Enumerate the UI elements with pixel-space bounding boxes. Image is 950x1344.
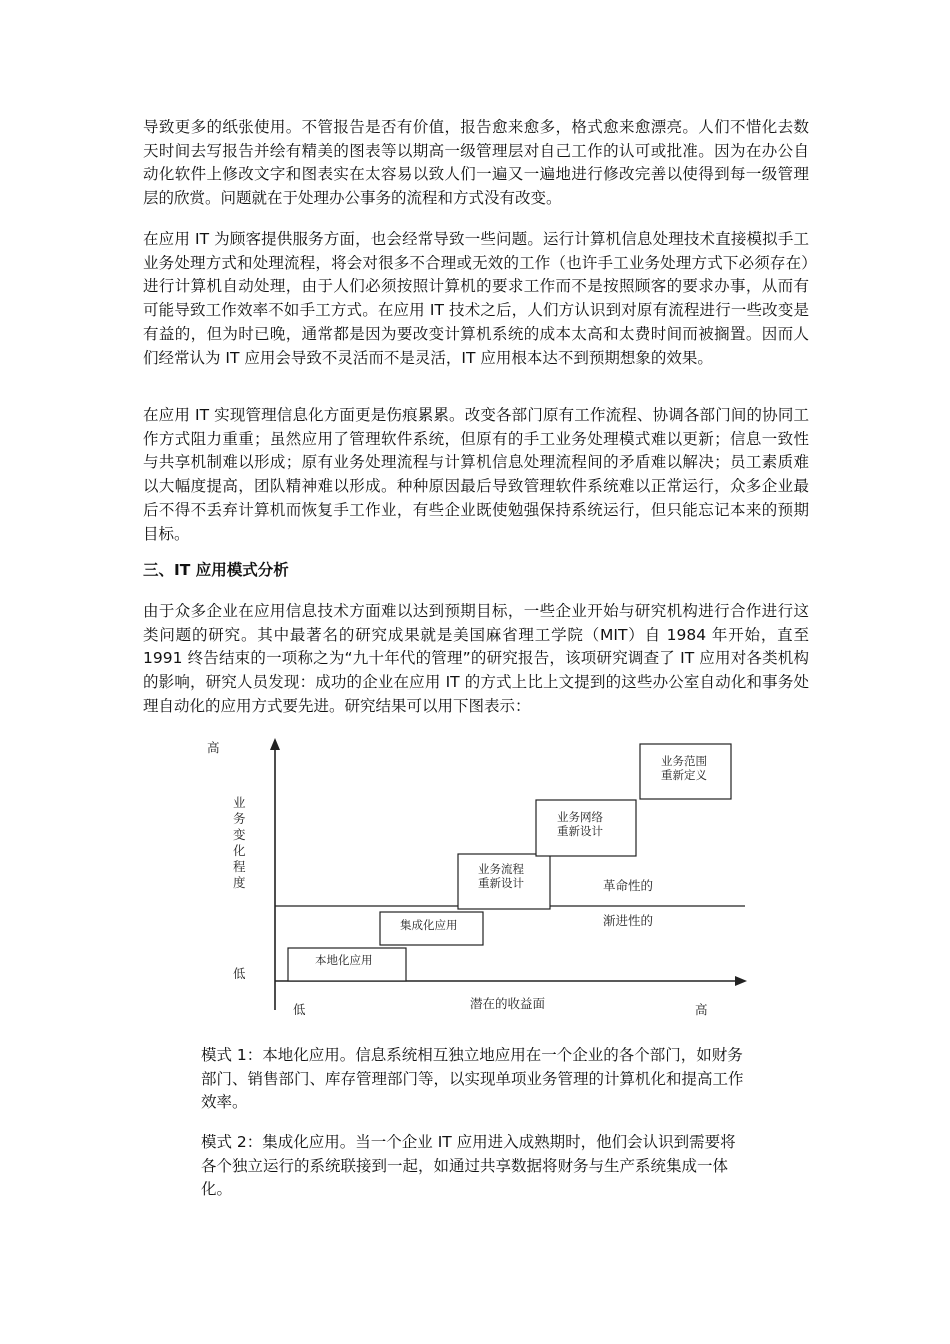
paragraph-4: 由于众多企业在应用信息技术方面难以达到预期目标，一些企业开始与研究机构进行合作进行这类问题的研究。其中最著名的研究成果就是美国麻省理工学院（MIT）自 1984 年开始，直至 1991 终告结束的一项称之为“九十年代的管理”的研究报告，该项研究调查了 IT 应用对各类机构的影响，研究人员发现：成功的企业在应用 IT 的方式上比上文提到的这些办公室自动化和事务处理自动化的应用方式要先进。研究结果可以用下图表示： bbox=[143, 602, 809, 715]
stage-label-scope-redefinition-2: 重新定义 bbox=[661, 768, 707, 782]
stage-label-scope-redefinition-1: 业务范围 bbox=[661, 754, 707, 768]
y-axis-label-3: 变 bbox=[233, 827, 246, 842]
section-heading: 三、IT 应用模式分析 bbox=[143, 561, 289, 579]
y-axis-label-6: 度 bbox=[233, 875, 246, 890]
y-axis-arrow-icon bbox=[270, 738, 280, 750]
mode-1-description: 模式 1：本地化应用。信息系统相互独立地应用在一个企业的各个部门，如财务部门、销售部门、库存管理部门等，以实现单项业务管理的计算机化和提高工作效率。 bbox=[201, 1046, 744, 1112]
y-axis-label-5: 程 bbox=[233, 859, 246, 874]
y-axis-label-1: 业 bbox=[233, 795, 246, 810]
y-axis-label-4: 化 bbox=[233, 843, 246, 858]
stage-label-network-redesign-1: 业务网络 bbox=[557, 810, 603, 824]
mode-2-description: 模式 2：集成化应用。当一个企业 IT 应用进入成熟期时，他们会认识到需要将各个独立运行的系统联接到一起，如通过共享数据将财务与生产系统集成一体化。 bbox=[201, 1133, 736, 1199]
y-axis-label-2: 务 bbox=[233, 811, 246, 826]
y-high-label: 高 bbox=[207, 740, 220, 755]
x-low-label: 低 bbox=[293, 1002, 306, 1017]
revolutionary-label: 革命性的 bbox=[603, 878, 654, 893]
y-low-label: 低 bbox=[233, 966, 246, 981]
evolutionary-label: 渐进性的 bbox=[603, 913, 654, 928]
stage-label-process-redesign-2: 重新设计 bbox=[478, 876, 524, 890]
stage-label-localized: 本地化应用 bbox=[315, 953, 373, 967]
it-application-model-diagram bbox=[195, 725, 765, 1025]
x-high-label: 高 bbox=[695, 1002, 708, 1017]
x-axis-label: 潜在的收益面 bbox=[470, 996, 546, 1011]
stage-label-process-redesign-1: 业务流程 bbox=[478, 862, 524, 876]
paragraph-1: 导致更多的纸张使用。不管报告是否有价值，报告愈来愈多，格式愈来愈漂亮。人们不惜化去数天时间去写报告并绘有精美的图表等以期高一级管理层对自己工作的认可或批准。因为在办公自动化软件上修改文字和图表实在太容易以致人们一遍又一遍地进行修改完善以使得到每一级管理层的欣赏。问题就在于处理办公事务的流程和方式没有改变。 bbox=[143, 118, 809, 208]
stage-label-network-redesign-2: 重新设计 bbox=[557, 824, 603, 838]
stage-label-integrated: 集成化应用 bbox=[400, 918, 458, 932]
paragraph-2: 在应用 IT 为顾客提供服务方面，也会经常导致一些问题。运行计算机信息处理技术直接模拟手工业务处理方式和处理流程，将会对很多不合理或无效的工作（也许手工业务处理方式下必须存在）进行计算机自动处理，由于人们必须按照计算机的要求工作而不是按照顾客的要求办事，从而有可能导致工作效率不如手工方式。在应用 IT 技术之后，人们方认识到对原有流程进行一些改变是有益的，但为时已晚，通常都是因为要改变计算机系统的成本太高和太费时间而被搁置。因而人们经常认为 IT 应用会导致不灵活而不是灵活，IT 应用根本达不到预期想象的效果。 bbox=[143, 230, 809, 367]
x-axis-arrow-icon bbox=[735, 976, 747, 986]
paragraph-3: 在应用 IT 实现管理信息化方面更是伤痕累累。改变各部门原有工作流程、协调各部门间的协同工作方式阻力重重；虽然应用了管理软件系统，但原有的手工业务处理模式难以更新；信息一致性与共享机制难以形成；原有业务处理流程与计算机信息处理流程间的矛盾难以解决；员工素质难以大幅度提高，团队精神难以形成。种种原因最后导致管理软件系统难以正常运行，众多企业最后不得不丢弃计算机而恢复手工作业，有些企业既使勉强保持系统运行，但只能忘记本来的预期目标。 bbox=[143, 406, 809, 543]
